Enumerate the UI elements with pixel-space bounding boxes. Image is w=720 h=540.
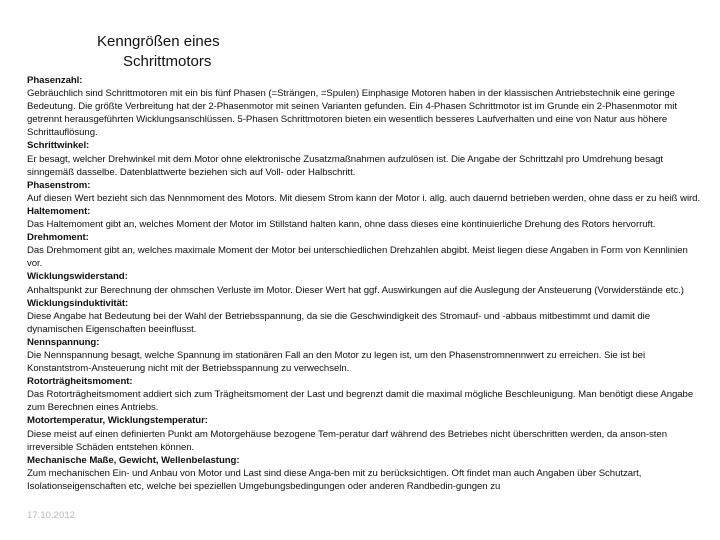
section-haltemoment xyxy=(27,205,705,231)
section-text: Das Rotorträgheitsmoment addiert sich zum Trägheitsmoment der Last und begrenzt damit die maximal mögliche Beschleunigung. Man benötigt diese Angabe zum Berechnen eines Antriebs. xyxy=(27,389,694,414)
slide-title xyxy=(97,32,357,72)
section-motortemperatur xyxy=(27,414,705,453)
section-text: Das Haltemoment gibt an, welches Moment der Motor im Stillstand halten kann, ohne dass dieses eine kontinuierliche Drehung des Rotors hervorruft. xyxy=(27,219,656,231)
section-text: Gebräuchlich sind Schrittmotoren mit ein bis fünf Phasen (=Strängen, =Spulen) Einphasige Motoren haben in der klassischen Antriebstechnik eine geringe Bedeutung. Die größte Verbreitung hat der 2-Phasenmotor mit seinen Varianten gefunden. Ein 4-Phasen Schrittmotor ist im Grunde ein 2-Phasenmotor mit getrennt herausgeführten Wicklungsanschlüssen. 5-Phasen Schrittmotoren bieten ein wesentlich besseres Laufverhalten und eine von Natur aus höhere Schrittauflösung. xyxy=(27,88,677,139)
section-heading: Nennspannung: xyxy=(27,336,100,348)
section-heading: Wicklungswiderstand: xyxy=(27,271,128,283)
section-text: Er besagt, welcher Drehwinkel mit dem Motor ohne elektronische Zusatzmaßnahmen aufzulösen ist. Die Angabe der Schrittzahl pro Umdrehung besagt sinngemäß dasselbe. Datenblattwerte beziehen sich auf Voll- oder Halbschritt. xyxy=(27,153,664,178)
slide-body xyxy=(27,74,705,493)
section-nennspannung xyxy=(27,336,705,375)
section-heading: Mechanische Maße, Gewicht, Wellenbelastung: xyxy=(27,454,240,466)
slide-title-line-2: Schrittmotors xyxy=(123,53,212,70)
section-heading: Wicklungsinduktivität: xyxy=(27,297,129,309)
section-heading: Rotorträgheitsmoment: xyxy=(27,376,133,388)
section-text: Das Drehmoment gibt an, welches maximale Moment der Motor bei unterschiedlichen Drehzahlen abgibt. Meist liegen diese Angaben in Form von Kennlinien vor. xyxy=(27,245,688,270)
section-text: Die Nennspannung besagt, welche Spannung im stationären Fall an den Motor zu legen ist, um den Phasenstromnennwert zu erreichen. Sie ist bei Konstantstrom-Ansteuerung nicht mit der Betriebsspannung zu verwechseln. xyxy=(27,349,646,375)
footer-date: 17.10.2012 xyxy=(27,510,76,521)
section-heading: Phasenstrom: xyxy=(27,179,91,191)
section-wicklungswiderstand xyxy=(27,270,705,296)
section-rotortraegheitsmoment xyxy=(27,375,705,414)
section-text: Anhaltspunkt zur Berechnung der ohmschen Verluste im Motor. Dieser Wert hat ggf. Auswirkungen auf die Auslegung der Ansteuerung (Vorwiderstände etc.) xyxy=(27,284,684,296)
section-text: Auf diesen Wert bezieht sich das Nennmoment des Motors. Mit diesem Strom kann der Motor i. allg. auch dauernd betrieben werden, ohne dass er zu heiß wird. xyxy=(27,192,701,204)
section-heading: Schrittwinkel: xyxy=(27,140,90,152)
section-mechanische-masse xyxy=(27,454,705,493)
section-schrittwinkel xyxy=(27,139,705,178)
section-text: Zum mechanischen Ein- und Anbau von Motor und Last sind diese Anga-ben mit zu berücksichtigen. Oft findet man auch Angaben über Schutzart, Isolationseigenschaften etc, welche bei speziellen Umgebungsbedingungen oder anderen Randbedin-gungen zu xyxy=(27,467,642,492)
section-wicklungsinduktivitaet xyxy=(27,297,705,336)
section-heading: Haltemoment: xyxy=(27,205,91,217)
section-heading: Phasenzahl: xyxy=(27,75,83,86)
section-heading: Motortemperatur, Wicklungstemperatur: xyxy=(27,415,208,427)
section-phasenstrom xyxy=(27,179,705,205)
section-drehmoment xyxy=(27,231,705,270)
section-text: Diese Angabe hat Bedeutung bei der Wahl der Betriebsspannung, da sie die Geschwindigkeit des Stromauf- und -abbaus mitbestimmt und damit die dynamischen Eigenschaften beeinflusst. xyxy=(27,310,651,335)
section-phasenzahl xyxy=(27,74,705,139)
slide-title-line-1: Kenngrößen eines xyxy=(97,33,220,50)
section-heading: Drehmoment: xyxy=(27,232,89,244)
section-text: Diese meist auf einen definierten Punkt am Motorgehäuse bezogene Tem-peratur darf während des Betriebes nicht überschritten werden, da anson-sten irreversible Schäden entstehen können. xyxy=(27,428,667,453)
